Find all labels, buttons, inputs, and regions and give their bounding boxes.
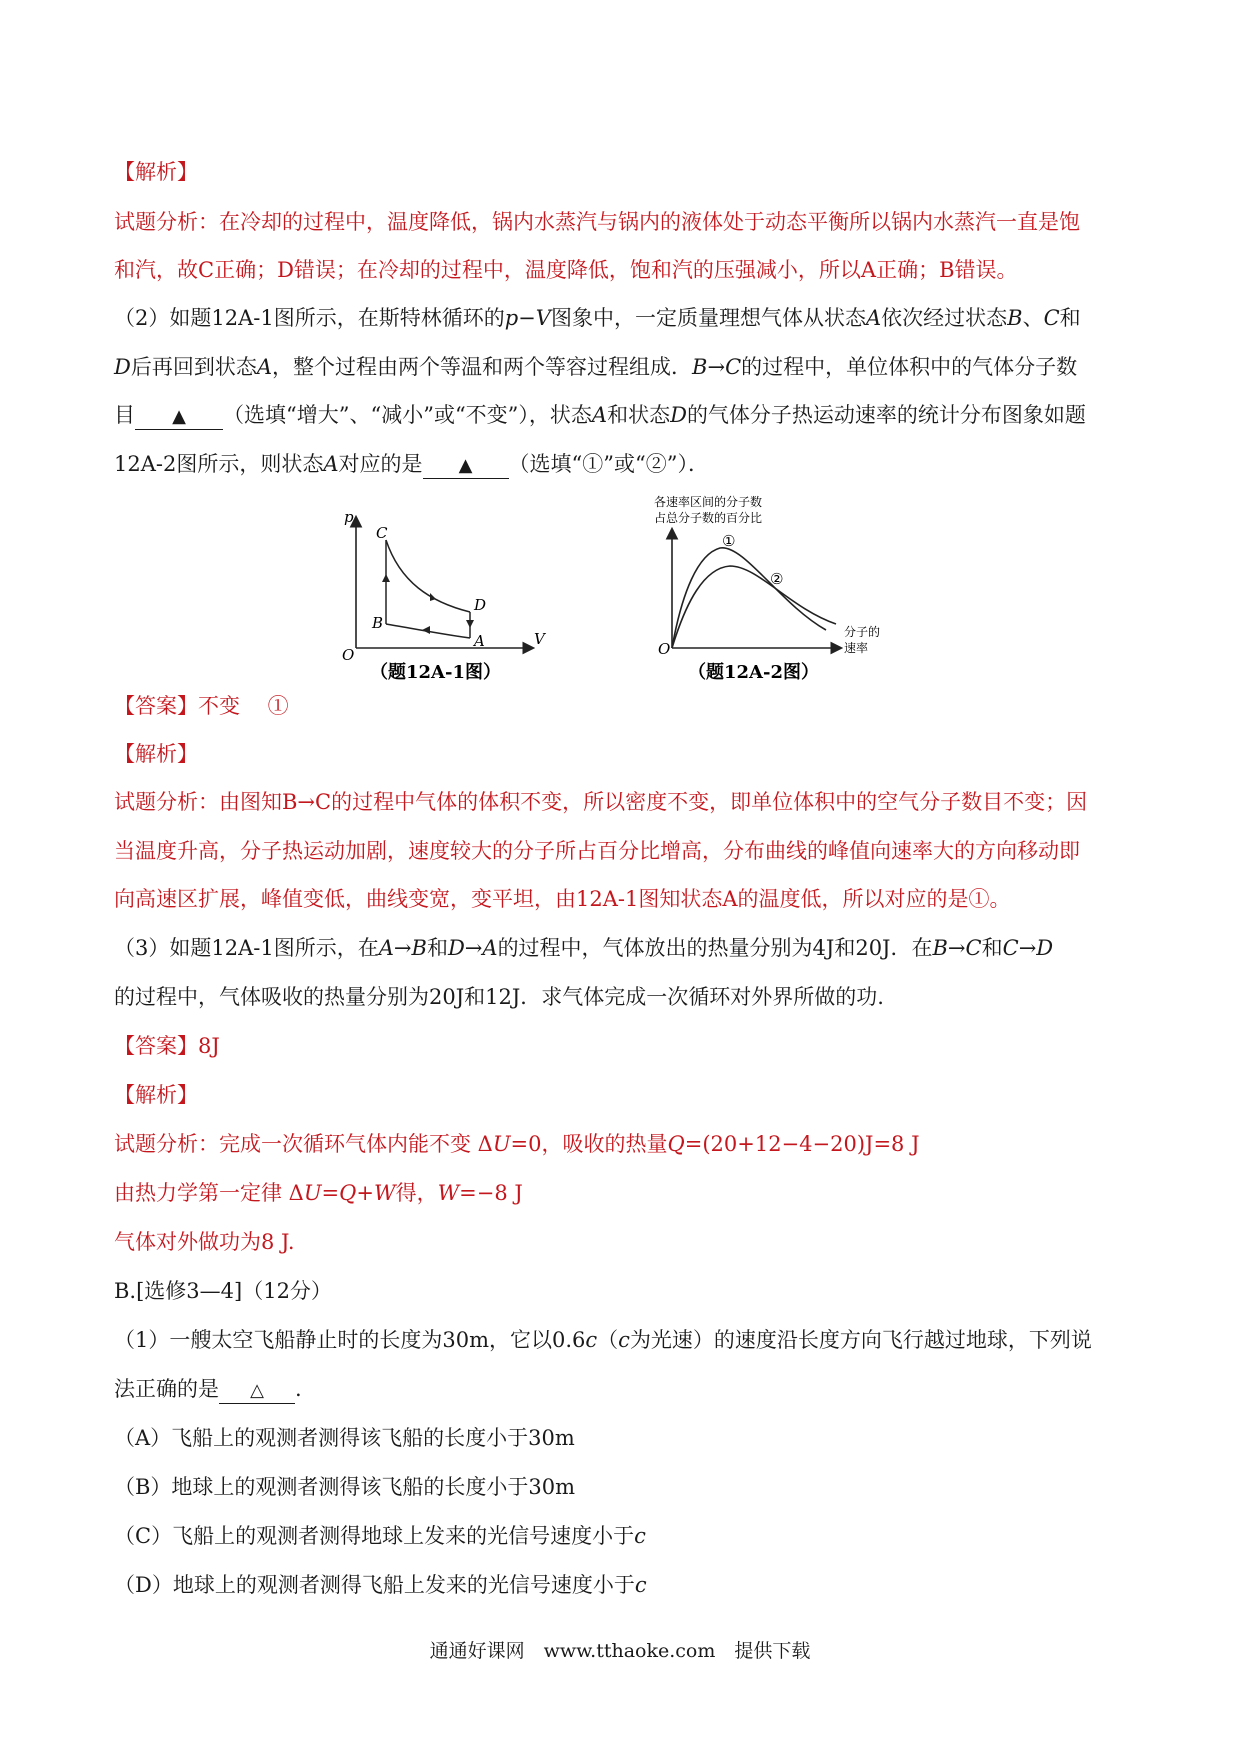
analysis-text: 试题分析：在冷却的过程中，温度降低，锅内水蒸汽与锅内的液体处于动态平衡所以锅内水蒸汽一直是饱	[114, 210, 1080, 234]
x-axis-label: 速率	[844, 641, 869, 655]
state-d-label: D	[474, 596, 487, 614]
origin-label: O	[342, 646, 355, 664]
answer-value: 不变 ①	[198, 694, 289, 718]
pv-diagram-figure	[340, 512, 550, 684]
answer-tag: 【答案】	[114, 1034, 198, 1058]
analysis-text: 由热力学第一定律 ΔU=Q+W得，W=−8 J	[114, 1181, 523, 1205]
answer-value: 8J	[198, 1034, 220, 1058]
question-3-line: 的过程中，气体吸收的热量分别为20J和12J．求气体完成一次循环对外界所做的功.	[114, 985, 884, 1009]
analysis-text: 试题分析：由图知B→C的过程中气体的体积不变，所以密度不变，即单位体积中的空气分子数目不变；因	[114, 790, 1088, 814]
analysis-text: 和汽，故C正确；D错误；在冷却的过程中，温度降低，饱和汽的压强减小，所以A正确；B错误。	[114, 258, 1018, 282]
analysis-text: 向高速区扩展，峰值变低，曲线变宽，变平坦，由12A-1图知状态A的温度低，所以对应的是①。	[114, 887, 1011, 911]
state-b-label: B	[372, 614, 384, 632]
answer-tag: 【答案】	[114, 694, 198, 718]
answer-line	[114, 691, 289, 721]
y-axis-label: 各速率区间的分子数	[654, 495, 763, 509]
question-2-line: 12A-2图所示，则状态A对应的是 ▲ （选填“①”或“②”）．	[114, 449, 709, 479]
origin-label: O	[658, 640, 671, 658]
x-axis-label: 分子的	[844, 625, 881, 639]
analysis-tag: 【解析】	[114, 742, 198, 766]
analysis-tag: 【解析】	[114, 1083, 198, 1107]
v-axis-label: V	[534, 630, 545, 648]
option-b: （B）地球上的观测者测得该飞船的长度小于30m	[114, 1475, 576, 1499]
question-2-line: （2）如题12A-1图所示，在斯特林循环的p−V图象中，一定质量理想气体从状态A依次经过状态B、C和	[114, 306, 1081, 330]
figure-caption: （题12A-2图）	[688, 662, 820, 683]
y-axis-label: 占总分子数的百分比	[654, 511, 763, 525]
curve-1	[672, 548, 826, 648]
figure-caption: （题12A-1图）	[370, 662, 502, 683]
arrow-icon	[422, 626, 430, 634]
option-d: （D）地球上的观测者测得飞船上发来的光信号速度小于c	[114, 1573, 647, 1597]
curve-2	[672, 566, 836, 648]
speed-distribution-figure	[640, 492, 900, 684]
analysis-tag: 【解析】	[114, 160, 198, 184]
question-b1-line: （1）一艘太空飞船静止时的长度为30m，它以0.6c（c为光速）的速度沿长度方向飞行越过地球，下列说	[114, 1328, 1092, 1352]
analysis-text: 当温度升高，分子热运动加剧，速度较大的分子所占百分比增高，分布曲线的峰值向速率大的方向移动即	[114, 839, 1080, 863]
answer-blank: △	[219, 1379, 295, 1404]
p-axis-label: p	[344, 512, 354, 526]
option-a: （A）飞船上的观测者测得该飞船的长度小于30m	[114, 1426, 575, 1450]
arrow-icon	[382, 574, 390, 582]
state-c-label: C	[376, 524, 388, 542]
section-b-heading: B.[选修3—4]（12分）	[114, 1279, 332, 1303]
question-2-line: D后再回到状态A，整个过程由两个等温和两个等容过程组成．B→C的过程中，单位体积中的气体分子数	[114, 355, 1078, 379]
cd-isotherm	[386, 540, 470, 612]
arrow-icon	[466, 620, 474, 628]
question-2-line: 目 ▲ （选填“增大”、“减小”或“不变”），状态A和状态D的气体分子热运动速率的统计分布图象如题	[114, 400, 1086, 430]
question-b1-line: 法正确的是 △ .	[114, 1374, 302, 1404]
answer-line	[114, 1031, 220, 1061]
question-3-line: （3）如题12A-1图所示，在A→B和D→A的过程中，气体放出的热量分别为4J和20J．在B→C和C→D	[114, 936, 1054, 960]
answer-blank: ▲	[423, 454, 509, 479]
state-a-label: A	[474, 632, 485, 650]
analysis-text: 试题分析：完成一次循环气体内能不变 ΔU=0，吸收的热量Q=(20+12−4−20)J=8 J	[114, 1132, 920, 1156]
curve-2-label: ②	[770, 570, 784, 588]
page-footer: 通通好课网 www.tthaoke.com 提供下载	[429, 1640, 811, 1662]
answer-blank: ▲	[135, 405, 223, 430]
option-c: （C）飞船上的观测者测得地球上发来的光信号速度小于c	[114, 1524, 646, 1548]
analysis-text: 气体对外做功为8 J.	[114, 1230, 295, 1254]
curve-1-label: ①	[722, 532, 736, 550]
